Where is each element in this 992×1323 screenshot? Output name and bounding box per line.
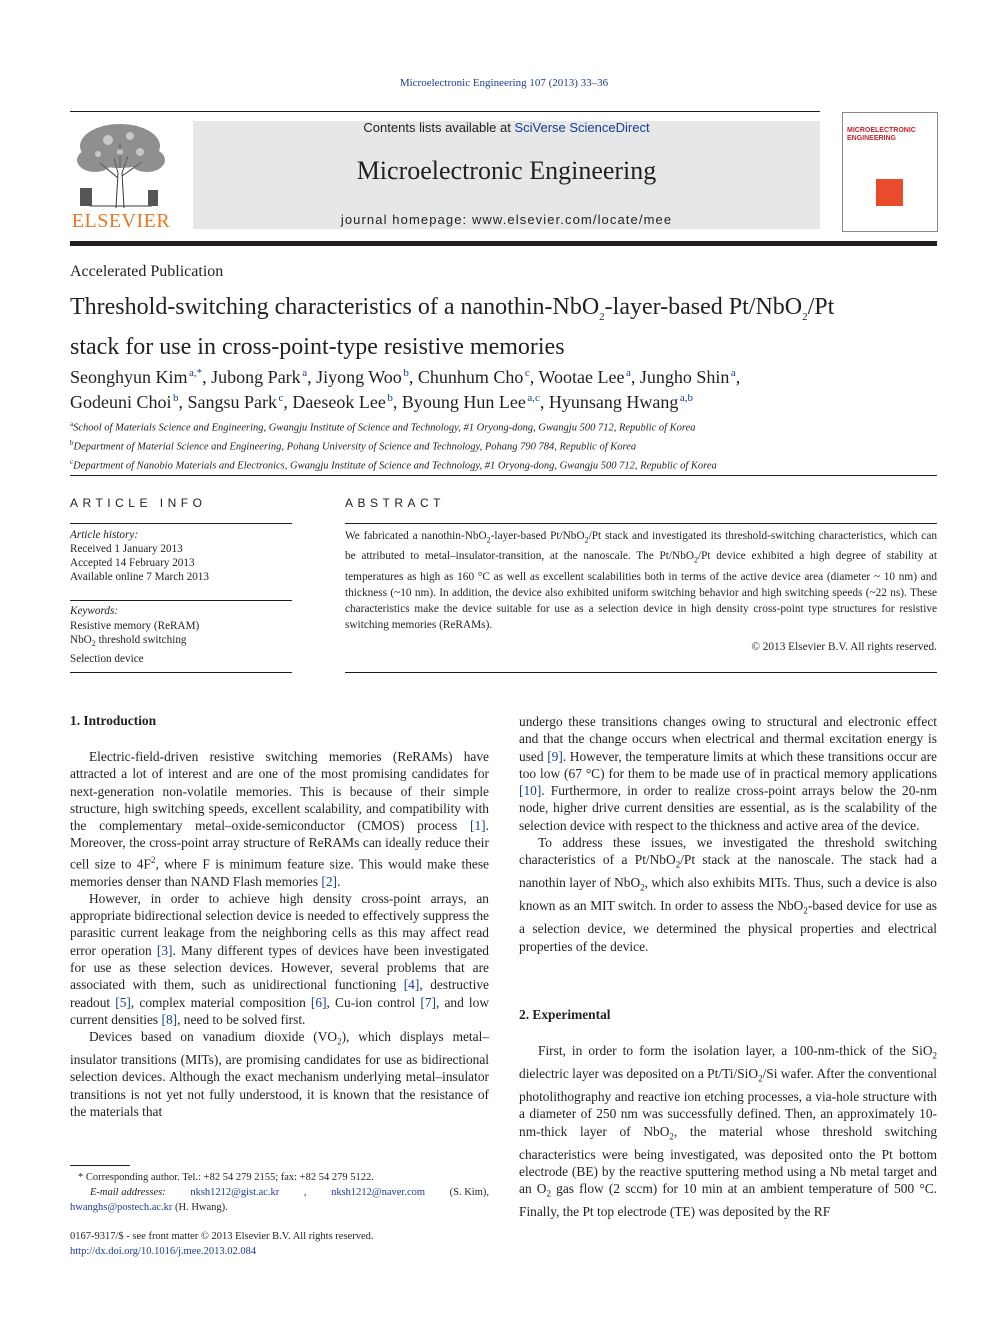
journal-homepage[interactable]: journal homepage: www.elsevier.com/locate/mee [340,212,673,227]
citation-link[interactable]: [9] [547,748,563,764]
header-rule [70,111,820,112]
divider [70,523,292,524]
author[interactable]: Seonghyun Kim $^{a,*}$ [70,367,203,387]
keyword: NbO$_2$ threshold switching [70,634,187,649]
paragraph: Electric-field-driven resistive switching memories (ReRAMs) have attracted a lot of interest and are one of the most promising candidates for next-generation non-volatile memories. This is because of their simple structure, high switching speeds, excellent scalability, and compatibility with the complementary metal–oxide-semiconductor (CMOS) process [1]. Moreover, the cross-point array structure of ReRAMs can ideally reduce their cell size to $4F^2$, where F is minimum feature size. This would make these memories denser than NAND Flash memories [2]. [70,749,489,889]
divider [70,672,292,673]
issn-line: 0167-9317/$ - see front matter © 2013 Elsevier B.V. All rights reserved. http://dx.doi.org/10.1016/j.mee.2013.02.084 [70,1229,489,1259]
header-thick-rule [70,241,937,246]
author[interactable]: Daeseok Lee $^b$ [292,392,393,412]
abstract-text: We fabricated a nanothin-NbO$_2$-layer-based Pt/NbO$_2$/Pt stack and investigated its threshold-switching characteristics, which can be attributed to metal–insulator-transition, at the nanoscale. The Pt/NbO$_2$/Pt device exhibited a high degree of stability at temperatures as high as 160 °C as well as excellent scalabilities both in terms of the active device area (diameter ~ 10 nm) and thickness (~10 nm). In addition, the device also exhibited uniform switching behavior and high switching speeds (~22 ns). These characteristics make the device suitable for use as a selection device in high density cross-point type structures for resistive switching memories (ReRAMs). [345,530,937,631]
author[interactable]: Godeuni Choi $^b$ [70,392,179,412]
copyright: © 2013 Elsevier B.V. All rights reserved. [751,641,937,653]
journal-reference[interactable]: Microelectronic Engineering 107 (2013) 33–36 [399,77,609,89]
affiliation: $^b$Department of Material Science and Engineering, Pohang University of Science and Technology, Pohang 790 784, Republic of Korea [70,439,637,453]
citation-link[interactable]: [7] [420,994,436,1010]
keyword: Resistive memory (ReRAM) [70,619,200,632]
affiliation: $^c$Department of Nanobio Materials and Electronics, Gwangju Institute of Science and Technology, #1 Oryong-dong, Gwangju 500 712, Republic of Korea [70,458,717,472]
paragraph: Devices based on vanadium dioxide $(VO_2)$, which displays metal–insulator transitions (MITs), are promising candidates for use as bidirectional selection devices. Although the exact mechanism underlying metal–insulator transitions is not yet not fully understood, it is known that the resistance of the materials that [70,1029,490,1120]
author[interactable]: Jubong Park $^a$ [211,367,308,387]
footnote: * Corresponding author. Tel.: +82 54 279 2155; fax: +82 54 279 5122. E-mail addresses: nksh1212@gist.ac.kr , nksh1212@naver.com (S. Kim), hwanghs@postech.ac.kr (H. Hwang). [70,1172,489,1213]
publication-type: Accelerated Publication [70,263,224,280]
section-heading-introduction: 1. Introduction [70,713,157,728]
paragraph: However, in order to achieve high density cross-point arrays, an appropriate bidirectional selection device is needed to effectively suppress the parasitic current leakage from the neighboring cells as this may affect read error operation [3]. Many different types of devices have been investigated for use as these selection devices. However, several problems that are associated with them, such as unidirectional functioning [4], destructive readout [5], complex material composition [6], Cu-ion control [7], and low current densities [8], need to be solved first. [70,890,490,1027]
article-title: Threshold-switching characteristics of a nanothin-NbO$_2$-layer-based Pt/NbO$_2$/Pt stack for use in cross-point-type resistive memories [70,294,835,360]
footnote-rule [70,1165,130,1166]
doi-link[interactable]: http://dx.doi.org/10.1016/j.mee.2013.02.084 [70,1246,257,1257]
article-history: Article history: Received 1 January 2013 Accepted 14 February 2013 Available online 7 March 2013 [70,529,209,583]
sciencedirect-link[interactable]: SciVerse ScienceDirect [514,120,650,135]
divider [70,600,292,601]
divider [345,523,937,524]
author[interactable]: Wootae Lee $^a$ [538,367,631,387]
divider [345,672,937,673]
citation-link[interactable]: [1] [470,818,486,834]
author[interactable]: Jungho Shin $^a$ [639,367,736,387]
citation-link[interactable]: [3] [156,942,173,958]
paragraph: First, in order to form the isolation layer, a 100-nm-thick of the SiO$_2$ dielectric layer was deposited on a Pt/Ti/SiO$_2$/Si wafer. After the conventional photolithography and reactive ion etching processes, a via-hole structure with a diameter of 250 nm was successfully defined. Then, an approximately 10-nm-thick layer of NbO$_2$, the material whose threshold switching characteristics were being investigated, was deposited onto the Pt bottom electrode (BE) by the reactive sputtering method using a Nb metal target and an $O_2$ gas flow (2 sccm) for 10 min at an ambient temperature of 500 °C. Finally, the Pt top electrode (TE) was deposited by the RF [519,1043,938,1220]
cover-title: MICROELECTRONIC ENGINEERING [847,127,916,142]
paragraph: To address these issues, we investigated the threshold switching characteristics of a Pt/NbO$_2$/Pt stack at the nanoscale. The stack had a nanothin layer of NbO$_2$, which also exhibits MITs. Thus, such a device is also known as an MIT switch. In order to assess the NbO$_2$-based device for use as a selection device, we determined the physical properties and electrical properties of the device. [519,835,937,954]
keywords: Keywords: Resistive memory (ReRAM) NbO$_2$ threshold switching Selection device [70,604,292,666]
email-link[interactable]: nksh1212@gist.ac.kr [190,1187,280,1198]
cover-graphic [876,179,903,206]
introduction-right-column [519,713,937,955]
citation-link[interactable]: [6] [310,994,327,1010]
author[interactable]: Jiyong Woo $^b$ [316,367,409,387]
email-link[interactable]: hwanghs@postech.ac.kr [70,1202,173,1213]
affiliation: $^a$School of Materials Science and Engineering, Gwangju Institute of Science and Technology, #1 Oryong-dong, Gwangju 500 712, Republic of Korea [70,420,696,434]
journal-cover-thumbnail[interactable] [842,112,938,232]
author[interactable]: Hyunsang Hwang $^{a,b}$ [548,392,694,412]
experimental-text [519,1042,937,1220]
author-list: Seonghyun Kim $^{a,*}$, Jubong Park $^a$, Jiyong Woo $^b$, Chunhum Cho $^c$, Wootae Lee $^a$, Jungho Shin $^a$, Godeuni Choi $^b$, Sangsu Park $^c$, Daeseok Lee $^b$, Byoung Hun Lee $^{a,c}$, Hyunsang Hwang $^{a,b}$ [70,367,741,412]
citation-link[interactable]: [5] [115,994,131,1010]
author[interactable]: Chunhum Cho $^c$ [417,367,530,387]
journal-title: Microelectronic Engineering [356,156,657,185]
citation-link[interactable]: [4] [403,977,420,993]
citation-link[interactable]: [10] [519,783,542,799]
email-link[interactable]: nksh1212@naver.com [331,1187,426,1198]
author[interactable]: Byoung Hun Lee $^{a,c}$ [401,392,540,412]
introduction-left-column [70,748,489,1120]
keyword: Selection device [70,652,144,665]
citation-link[interactable]: [8] [161,1011,178,1027]
author[interactable]: Sangsu Park $^c$ [187,392,284,412]
article-info-heading: ARTICLE INFO [70,496,207,510]
elsevier-wordmark: ELSEVIER [71,210,171,232]
divider [70,475,937,476]
affiliations [70,417,930,474]
contents-line: Contents lists available at SciVerse ScienceDirect [363,120,650,135]
abstract-heading: ABSTRACT [345,496,446,510]
paragraph: undergo these transitions changes owing to structural and electronic effect and that the change occurs when electrical and thermal excitation energy is used [9]. However, the temperature limits at which these transitions occur are too low (67 °C) for them to be made use of in practical memory applications [10]. Furthermore, in order to realize cross-point arrays below the 20-nm node, higher drive current densities are essential, as is the scalability of the selection device with respect to the thickness and active area of the device. [519,714,937,833]
citation-link[interactable]: [2] [321,873,338,889]
section-heading-experimental: 2. Experimental [519,1007,611,1022]
